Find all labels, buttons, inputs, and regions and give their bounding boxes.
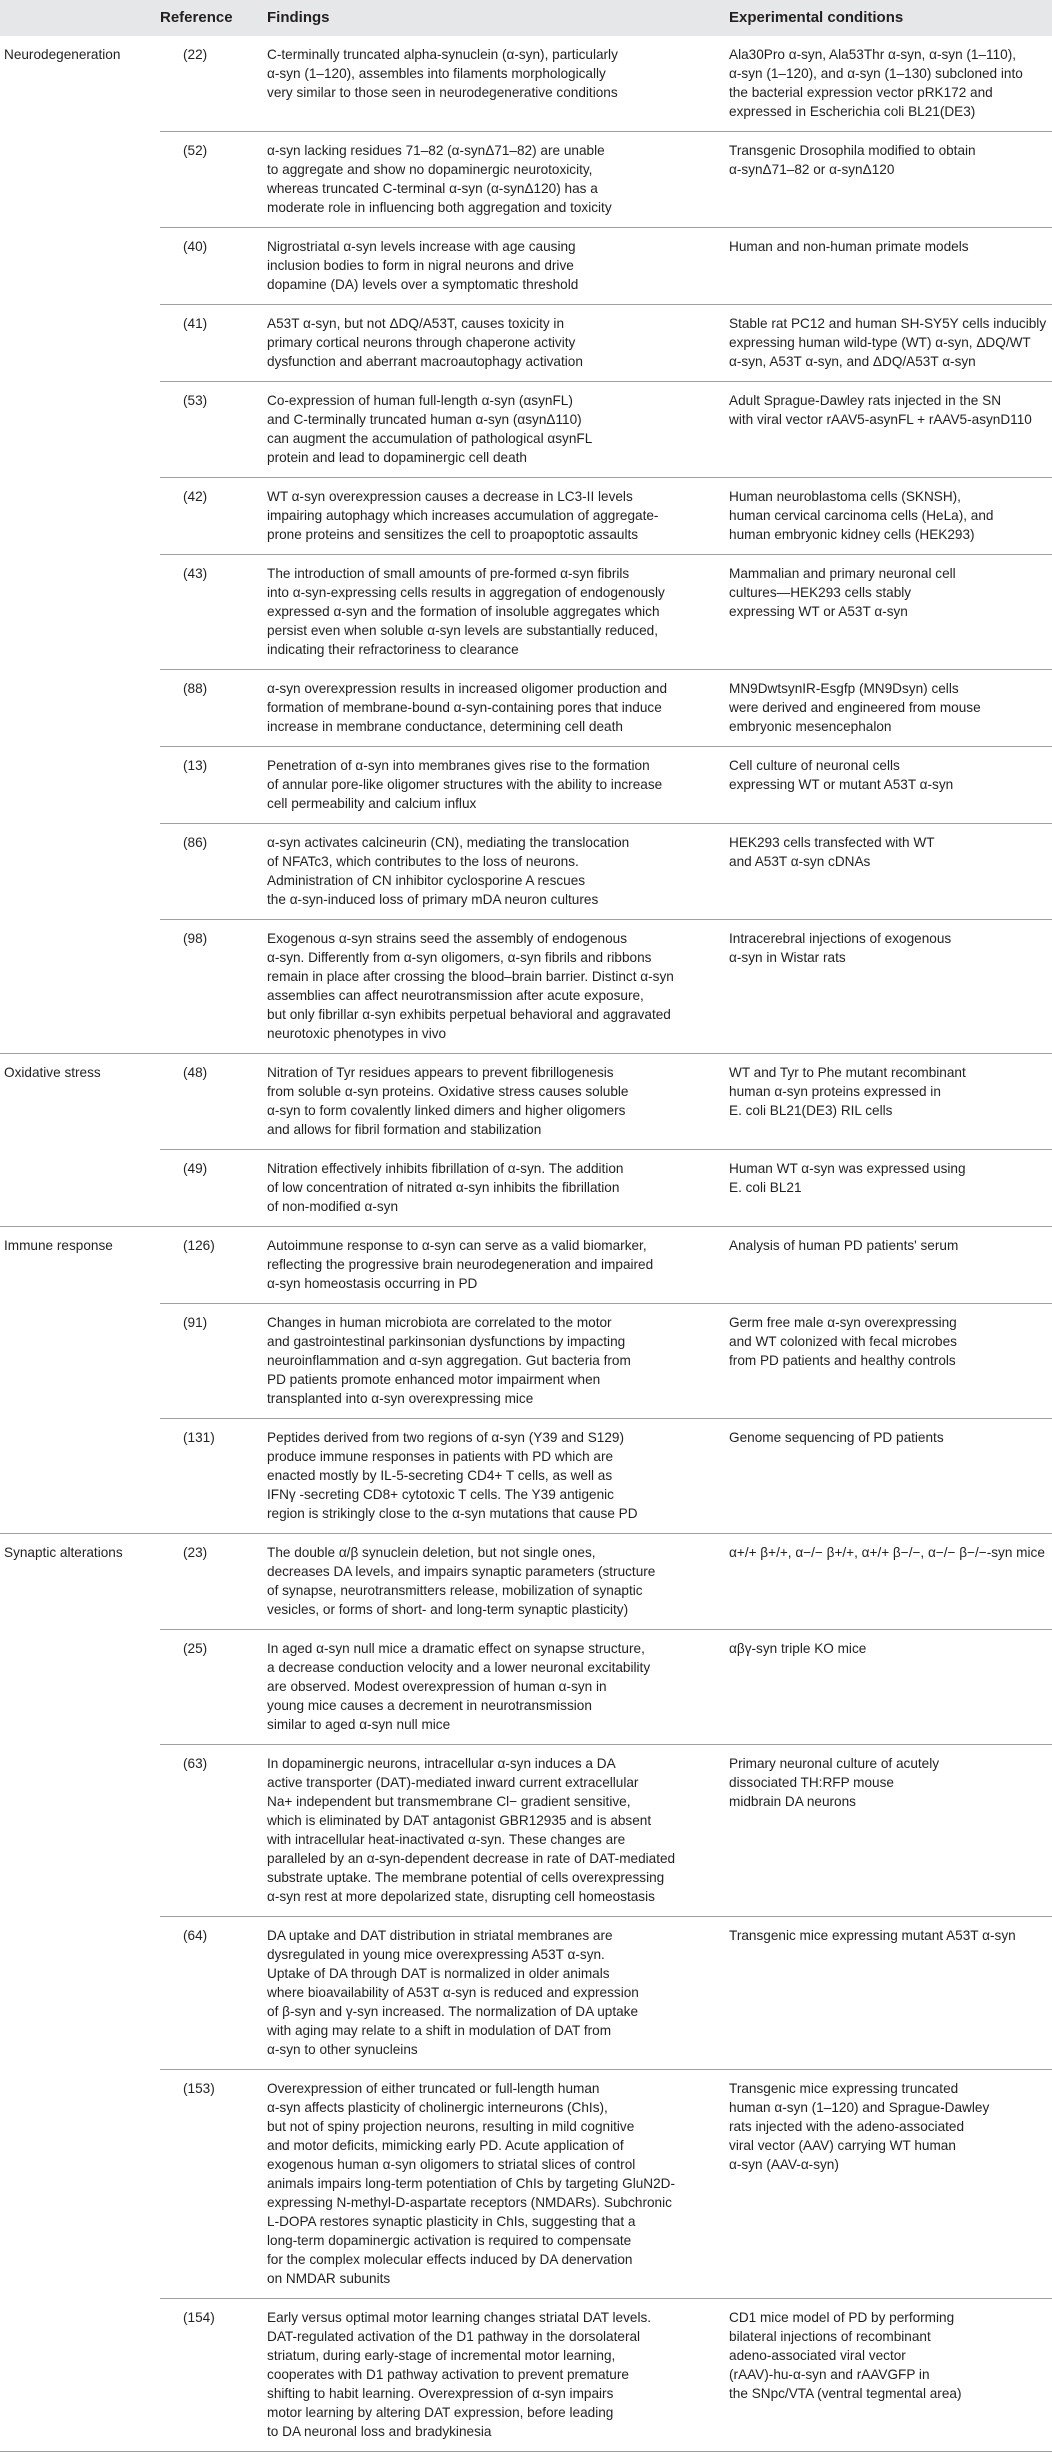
row-conditions — [729, 824, 1052, 920]
conditions-line: α-synΔ71–82 or α-synΔ120 — [729, 162, 895, 177]
row-conditions — [729, 1304, 1052, 1419]
table-row — [0, 2299, 1052, 2452]
findings-line: of low concentration of nitrated α-syn inhibits the fibrillation — [267, 1180, 620, 1195]
findings-line: vesicles, or forms of short- and long-term synaptic plasticity) — [267, 1602, 629, 1617]
row-conditions — [729, 555, 1052, 670]
row-reference: (48) — [183, 1054, 267, 1150]
findings-line: Early versus optimal motor learning changes striatal DAT levels. — [267, 2310, 652, 2325]
findings-line: a decrease conduction velocity and a lower neuronal excitability — [267, 1660, 651, 1675]
findings-line: Nitration of Tyr residues appears to prevent fibrillogenesis — [267, 1065, 614, 1080]
findings-line: In dopaminergic neurons, intracellular α-syn induces a DA — [267, 1756, 616, 1771]
row-reference: (86) — [183, 824, 267, 920]
findings-line: animals impairs long-term potentiation of ChIs by targeting GluN2D- — [267, 2176, 676, 2191]
findings-line: can augment the accumulation of pathological αsynFL — [267, 431, 593, 446]
row-findings — [267, 1745, 709, 1917]
conditions-line: Adult Sprague-Dawley rats injected in the SN — [729, 393, 1002, 408]
row-category — [0, 1745, 160, 1917]
findings-line: Overexpression of either truncated or full-length human — [267, 2081, 600, 2096]
findings-line: of β-syn and γ-syn increased. The normalization of DA uptake — [267, 2004, 639, 2019]
conditions-line: Human WT α-syn was expressed using — [729, 1161, 966, 1176]
findings-line: young mice causes a decrement in neurotransmission — [267, 1698, 592, 1713]
conditions-line: Human neuroblastoma cells (SKNSH), — [729, 489, 961, 504]
table-row — [0, 1150, 1052, 1227]
findings-line: The double α/β synuclein deletion, but not single ones, — [267, 1545, 596, 1560]
row-conditions — [729, 36, 1052, 132]
findings-line: and gastrointestinal parkinsonian dysfunctions by impacting — [267, 1334, 626, 1349]
row-category — [0, 920, 160, 1054]
findings-line: Uptake of DA through DAT is normalized in older animals — [267, 1966, 610, 1981]
row-conditions — [729, 1534, 1052, 1630]
findings-line: WT α-syn overexpression causes a decrease in LC3-II levels — [267, 489, 633, 504]
conditions-line: human α-syn (1–120) and Sprague-Dawley — [729, 2100, 990, 2115]
findings-line: Changes in human microbiota are correlated to the motor — [267, 1315, 612, 1330]
conditions-line: bilateral injections of recombinant — [729, 2329, 931, 2344]
findings-line: Autoimmune response to α-syn can serve as a valid biomarker, — [267, 1238, 647, 1253]
findings-line: from soluble α-syn proteins. Oxidative stress causes soluble — [267, 1084, 629, 1099]
row-conditions — [729, 478, 1052, 555]
table-row — [0, 1917, 1052, 2070]
row-reference: (42) — [183, 478, 267, 555]
findings-line: α-syn overexpression results in increased oligomer production and — [267, 681, 668, 696]
findings-line: the α-syn-induced loss of primary mDA neuron cultures — [267, 892, 599, 907]
header-reference: Reference — [160, 0, 267, 36]
findings-line: with intracellular heat-inactivated α-syn. These changes are — [267, 1832, 626, 1847]
row-findings — [267, 670, 709, 747]
findings-line: shifting to habit learning. Overexpression of α-syn impairs — [267, 2386, 614, 2401]
row-category — [0, 1150, 160, 1227]
table-row — [0, 1534, 1052, 1630]
row-findings — [267, 2299, 709, 2452]
findings-line: A53T α-syn, but not ΔDQ/A53T, causes toxicity in — [267, 316, 565, 331]
table-row — [0, 824, 1052, 920]
row-findings — [267, 132, 709, 228]
row-findings — [267, 228, 709, 305]
conditions-line: rats injected with the adeno-associated — [729, 2119, 965, 2134]
conditions-line: MN9DwtsynIR-Esgfp (MN9Dsyn) cells — [729, 681, 959, 696]
row-reference: (64) — [183, 1917, 267, 2070]
conditions-line: Transgenic mice expressing truncated — [729, 2081, 959, 2096]
findings-line: expressed α-syn and the formation of insoluble aggregates which — [267, 604, 660, 619]
row-category — [0, 382, 160, 478]
findings-line: α-syn to form covalently linked dimers and higher oligomers — [267, 1103, 626, 1118]
findings-line: which is eliminated by DAT antagonist GBR12935 and is absent — [267, 1813, 652, 1828]
findings-line: whereas truncated C-terminal α-syn (α-synΔ120) has a — [267, 181, 598, 196]
findings-line: dopamine (DA) levels over a symptomatic threshold — [267, 277, 579, 292]
row-conditions — [729, 1419, 1052, 1534]
findings-line: PD patients promote enhanced motor impairment when — [267, 1372, 601, 1387]
row-category — [0, 132, 160, 228]
findings-line: striatum, during early-stage of incremental motor learning, — [267, 2348, 616, 2363]
conditions-line: cultures—HEK293 cells stably — [729, 585, 912, 600]
conditions-line: expressing human wild-type (WT) α-syn, ΔDQ/WT — [729, 335, 1031, 350]
row-conditions — [729, 132, 1052, 228]
findings-line: on NMDAR subunits — [267, 2271, 391, 2286]
row-category: Synaptic alterations — [0, 1534, 160, 1630]
row-conditions — [729, 747, 1052, 824]
conditions-line: Analysis of human PD patients' serum — [729, 1238, 959, 1253]
findings-line: to aggregate and show no dopaminergic neurotoxicity, — [267, 162, 593, 177]
table-row — [0, 132, 1052, 228]
row-findings — [267, 478, 709, 555]
row-findings — [267, 555, 709, 670]
findings-line: protein and lead to dopaminergic cell death — [267, 450, 527, 465]
row-reference: (131) — [183, 1419, 267, 1534]
row-reference: (154) — [183, 2299, 267, 2452]
conditions-line: Genome sequencing of PD patients — [729, 1430, 944, 1445]
conditions-line: dissociated TH:RFP mouse — [729, 1775, 894, 1790]
findings-line: long-term dopaminergic activation is required to compensate — [267, 2233, 632, 2248]
findings-line: dysregulated in young mice overexpressing A53T α-syn. — [267, 1947, 605, 1962]
row-conditions — [729, 1054, 1052, 1150]
row-reference: (40) — [183, 228, 267, 305]
row-category — [0, 824, 160, 920]
row-category: Oxidative stress — [0, 1054, 160, 1150]
row-findings — [267, 1054, 709, 1150]
conditions-line: Germ free male α-syn overexpressing — [729, 1315, 957, 1330]
row-reference: (153) — [183, 2070, 267, 2299]
conditions-line: Intracerebral injections of exogenous — [729, 931, 952, 946]
table-row — [0, 36, 1052, 132]
conditions-line: Transgenic Drosophila modified to obtain — [729, 143, 976, 158]
table-row — [0, 1304, 1052, 1419]
findings-line: remain in place after crossing the blood–brain barrier. Distinct α-syn — [267, 969, 674, 984]
conditions-line: Primary neuronal culture of acutely — [729, 1756, 940, 1771]
findings-line: to DA neuronal loss and bradykinesia — [267, 2424, 492, 2439]
findings-line: In aged α-syn null mice a dramatic effect on synapse structure, — [267, 1641, 645, 1656]
row-category — [0, 2070, 160, 2299]
row-reference: (91) — [183, 1304, 267, 1419]
findings-line: α-syn homeostasis occurring in PD — [267, 1276, 478, 1291]
row-category — [0, 305, 160, 382]
conditions-line: and WT colonized with fecal microbes — [729, 1334, 957, 1349]
findings-line: primary cortical neurons through chaperone activity — [267, 335, 576, 350]
findings-line: and allows for fibril formation and stabilization — [267, 1122, 542, 1137]
conditions-line: with viral vector rAAV5-asynFL + rAAV5-asynD110 — [729, 412, 1032, 427]
table-row — [0, 1745, 1052, 1917]
conditions-line: α+/+ β+/+, α−/− β+/+, α+/+ β−/−, α−/− β−/−-syn mice — [729, 1545, 1045, 1560]
row-findings — [267, 1630, 709, 1745]
row-category — [0, 1419, 160, 1534]
row-conditions — [729, 2299, 1052, 2452]
row-reference: (49) — [183, 1150, 267, 1227]
conditions-line: human α-syn proteins expressed in — [729, 1084, 941, 1099]
row-findings — [267, 1534, 709, 1630]
conditions-line: human embryonic kidney cells (HEK293) — [729, 527, 975, 542]
findings-line: cell permeability and calcium influx — [267, 796, 477, 811]
findings-line: where bioavailability of A53T α-syn is reduced and expression — [267, 1985, 639, 2000]
conditions-line: αβγ-syn triple KO mice — [729, 1641, 867, 1656]
findings-line: Administration of CN inhibitor cyclosporine A rescues — [267, 873, 586, 888]
row-category — [0, 747, 160, 824]
row-findings — [267, 36, 709, 132]
row-reference: (13) — [183, 747, 267, 824]
findings-line: Peptides derived from two regions of α-syn (Y39 and S129) — [267, 1430, 624, 1445]
findings-line: Co-expression of human full-length α-syn (αsynFL) — [267, 393, 573, 408]
table-row — [0, 2070, 1052, 2299]
row-conditions — [729, 670, 1052, 747]
findings-line: Exogenous α-syn strains seed the assembly of endogenous — [267, 931, 628, 946]
findings-line: assemblies can affect neurotransmission after acute exposure, — [267, 988, 644, 1003]
row-conditions — [729, 382, 1052, 478]
row-reference: (98) — [183, 920, 267, 1054]
findings-line: cooperates with D1 pathway activation to prevent premature — [267, 2367, 629, 2382]
conditions-line: (rAAV)-hu-α-syn and rAAVGFP in — [729, 2367, 930, 2382]
findings-line: Penetration of α-syn into membranes gives rise to the formation — [267, 758, 650, 773]
conditions-line: α-syn, A53T α-syn, and ΔDQ/A53T α-syn — [729, 354, 976, 369]
row-findings — [267, 1917, 709, 2070]
findings-line: α-syn to other synucleins — [267, 2042, 418, 2057]
row-findings — [267, 920, 709, 1054]
findings-line: exogenous human α-syn oligomers to striatal slices of control — [267, 2157, 636, 2172]
findings-line: impairing autophagy which increases accumulation of aggregate- — [267, 508, 659, 523]
findings-line: very similar to those seen in neurodegenerative conditions — [267, 85, 618, 100]
table-row — [0, 1419, 1052, 1534]
conditions-line: expressed in Escherichia coli BL21(DE3) — [729, 104, 976, 119]
findings-line: α-syn activates calcineurin (CN), mediating the translocation — [267, 835, 630, 850]
conditions-line: the SNpc/VTA (ventral tegmental area) — [729, 2386, 962, 2401]
conditions-line: Transgenic mice expressing mutant A53T α-syn — [729, 1928, 1016, 1943]
row-category — [0, 478, 160, 555]
row-findings — [267, 1227, 709, 1304]
conditions-line: WT and Tyr to Phe mutant recombinant — [729, 1065, 966, 1080]
conditions-line: α-syn (1–120), and α-syn (1–130) subcloned into — [729, 66, 1023, 81]
findings-line: of annular pore-like oligomer structures with the ability to increase — [267, 777, 663, 792]
conditions-line: E. coli BL21(DE3) RIL cells — [729, 1103, 893, 1118]
conditions-line: and A53T α-syn cDNAs — [729, 854, 871, 869]
findings-line: α-syn. Differently from α-syn oligomers, α-syn fibrils and ribbons — [267, 950, 652, 965]
findings-line: dysfunction and aberrant macroautophagy activation — [267, 354, 583, 369]
row-reference: (126) — [183, 1227, 267, 1304]
findings-line: persist even when soluble α-syn levels are substantially reduced, — [267, 623, 658, 638]
row-conditions — [729, 2070, 1052, 2299]
findings-line: α-syn rest at more depolarized state, disrupting cell homeostasis — [267, 1889, 655, 1904]
table-row — [0, 305, 1052, 382]
table-row — [0, 670, 1052, 747]
row-reference: (41) — [183, 305, 267, 382]
conditions-line: from PD patients and healthy controls — [729, 1353, 956, 1368]
table-row — [0, 382, 1052, 478]
row-conditions — [729, 920, 1052, 1054]
row-reference: (52) — [183, 132, 267, 228]
findings-line: paralleled by an α-syn-dependent decrease in rate of DAT-mediated — [267, 1851, 676, 1866]
findings-line: enacted mostly by IL-5-secreting CD4+ T cells, as well as — [267, 1468, 613, 1483]
row-findings — [267, 1419, 709, 1534]
findings-line: DA uptake and DAT distribution in striatal membranes are — [267, 1928, 613, 1943]
table-row — [0, 920, 1052, 1054]
conditions-line: expressing WT or mutant A53T α-syn — [729, 777, 954, 792]
findings-line: indicating their refractoriness to clearance — [267, 642, 519, 657]
findings-line: C-terminally truncated alpha-synuclein (α-syn), particularly — [267, 47, 618, 62]
row-reference: (22) — [183, 36, 267, 132]
row-findings — [267, 1150, 709, 1227]
row-findings — [267, 305, 709, 382]
table-row — [0, 1630, 1052, 1745]
conditions-line: Cell culture of neuronal cells — [729, 758, 900, 773]
conditions-line: midbrain DA neurons — [729, 1794, 856, 1809]
findings-line: region is strikingly close to the α-syn mutations that cause PD — [267, 1506, 638, 1521]
row-reference: (88) — [183, 670, 267, 747]
row-findings — [267, 747, 709, 824]
row-category — [0, 2299, 160, 2452]
header-findings: Findings — [267, 0, 709, 36]
findings-line: but not of spiny projection neurons, resulting in mild cognitive — [267, 2119, 635, 2134]
findings-line: and C-terminally truncated human α-syn (αsynΔ110) — [267, 412, 582, 427]
findings-line: neurotoxic phenotypes in vivo — [267, 1026, 447, 1041]
row-conditions — [729, 305, 1052, 382]
conditions-line: embryonic mesencephalon — [729, 719, 892, 734]
row-findings — [267, 382, 709, 478]
findings-line: substrate uptake. The membrane potential of cells overexpressing — [267, 1870, 665, 1885]
findings-line: produce immune responses in patients with PD which are — [267, 1449, 614, 1464]
row-category — [0, 228, 160, 305]
row-category — [0, 1917, 160, 2070]
conditions-line: Mammalian and primary neuronal cell — [729, 566, 956, 581]
table-row — [0, 478, 1052, 555]
table-row — [0, 1054, 1052, 1150]
header-category — [0, 0, 160, 36]
conditions-line: human cervical carcinoma cells (HeLa), and — [729, 508, 994, 523]
row-category — [0, 1630, 160, 1745]
findings-line: DAT-regulated activation of the D1 pathway in the dorsolateral — [267, 2329, 641, 2344]
findings-line: α-syn (1–120), assembles into filaments morphologically — [267, 66, 606, 81]
findings-line: of NFATc3, which contributes to the loss of neurons. — [267, 854, 579, 869]
findings-line: L-DOPA restores synaptic plasticity in ChIs, suggesting that a — [267, 2214, 636, 2229]
row-reference: (43) — [183, 555, 267, 670]
conditions-line: α-syn (AAV-α-syn) — [729, 2157, 839, 2172]
findings-line: IFNγ -secreting CD8+ cytotoxic T cells. The Y39 antigenic — [267, 1487, 614, 1502]
findings-line: inclusion bodies to form in nigral neurons and drive — [267, 258, 574, 273]
conditions-line: were derived and engineered from mouse — [729, 700, 981, 715]
findings-line: moderate role in influencing both aggregation and toxicity — [267, 200, 612, 215]
row-reference: (25) — [183, 1630, 267, 1745]
findings-line: are observed. Modest overexpression of human α-syn in — [267, 1679, 607, 1694]
findings-line: and motor deficits, mimicking early PD. Acute application of — [267, 2138, 624, 2153]
conditions-line: adeno-associated viral vector — [729, 2348, 906, 2363]
row-conditions — [729, 1917, 1052, 2070]
findings-line: α-syn affects plasticity of cholinergic interneurons (ChIs), — [267, 2100, 608, 2115]
findings-line: with aging may relate to a shift in modulation of DAT from — [267, 2023, 612, 2038]
table-body — [0, 36, 1052, 2452]
findings-line: formation of membrane-bound α-syn-containing pores that induce — [267, 700, 662, 715]
findings-line: expressing N-methyl-D-aspartate receptors (NMDARs). Subchronic — [267, 2195, 672, 2210]
table-header-row — [0, 0, 1052, 36]
row-findings — [267, 824, 709, 920]
table-row — [0, 555, 1052, 670]
row-category: Neurodegeneration — [4, 47, 121, 62]
conditions-line: expressing WT or A53T α-syn — [729, 604, 908, 619]
findings-line: neuroinflammation and α-syn aggregation. Gut bacteria from — [267, 1353, 631, 1368]
row-category — [0, 555, 160, 670]
header-conditions: Experimental conditions — [729, 0, 1052, 36]
findings-line: Na+ independent but transmembrane Cl− gradient sensitive, — [267, 1794, 631, 1809]
findings-line: active transporter (DAT)-mediated inward current extracellular — [267, 1775, 639, 1790]
findings-line: of synapse, neurotransmitters release, mobilization of synaptic — [267, 1583, 643, 1598]
findings-line: transplanted into α-syn overexpressing mice — [267, 1391, 534, 1406]
conditions-line: HEK293 cells transfected with WT — [729, 835, 935, 850]
findings-line: similar to aged α-syn null mice — [267, 1717, 451, 1732]
conditions-line: Stable rat PC12 and human SH-SY5Y cells inducibly — [729, 316, 1047, 331]
row-category — [0, 670, 160, 747]
row-conditions — [729, 1227, 1052, 1304]
findings-line: motor learning by altering DAT expression, before leading — [267, 2405, 614, 2420]
findings-line: of non-modified α-syn — [267, 1199, 399, 1214]
conditions-line: Human and non-human primate models — [729, 239, 969, 254]
conditions-line: viral vector (AAV) carrying WT human — [729, 2138, 956, 2153]
conditions-line: CD1 mice model of PD by performing — [729, 2310, 955, 2325]
table-row — [0, 1227, 1052, 1304]
row-findings — [267, 1304, 709, 1419]
row-reference: (53) — [183, 382, 267, 478]
findings-line: Nigrostriatal α-syn levels increase with age causing — [267, 239, 576, 254]
findings-line: α-syn lacking residues 71–82 (α-synΔ71–82) are unable — [267, 143, 605, 158]
findings-line: reflecting the progressive brain neurodegeneration and impaired — [267, 1257, 654, 1272]
conditions-line: the bacterial expression vector pRK172 and — [729, 85, 993, 100]
row-category: Immune response — [0, 1227, 160, 1304]
row-reference: (23) — [183, 1534, 267, 1630]
conditions-line: Ala30Pro α-syn, Ala53Thr α-syn, α-syn (1–110), — [729, 47, 1017, 62]
findings-line: for the complex molecular effects induced by DA denervation — [267, 2252, 633, 2267]
findings-line: increase in membrane conductance, determining cell death — [267, 719, 623, 734]
findings-line: but only fibrillar α-syn exhibits perpetual behavioral and aggravated — [267, 1007, 671, 1022]
findings-line: Nitration effectively inhibits fibrillation of α-syn. The addition — [267, 1161, 624, 1176]
row-conditions — [729, 1150, 1052, 1227]
row-conditions — [729, 228, 1052, 305]
findings-line: prone proteins and sensitizes the cell to proapoptotic assaults — [267, 527, 639, 542]
row-findings — [267, 2070, 709, 2299]
row-category — [0, 1304, 160, 1419]
findings-line: into α-syn-expressing cells results in aggregation of endogenously — [267, 585, 665, 600]
conditions-line: α-syn in Wistar rats — [729, 950, 846, 965]
findings-line: The introduction of small amounts of pre-formed α-syn fibrils — [267, 566, 630, 581]
table-row — [0, 747, 1052, 824]
findings-line: decreases DA levels, and impairs synaptic parameters (structure — [267, 1564, 656, 1579]
row-reference: (63) — [183, 1745, 267, 1917]
row-conditions — [729, 1745, 1052, 1917]
conditions-line: E. coli BL21 — [729, 1180, 802, 1195]
table-row — [0, 228, 1052, 305]
row-conditions — [729, 1630, 1052, 1745]
